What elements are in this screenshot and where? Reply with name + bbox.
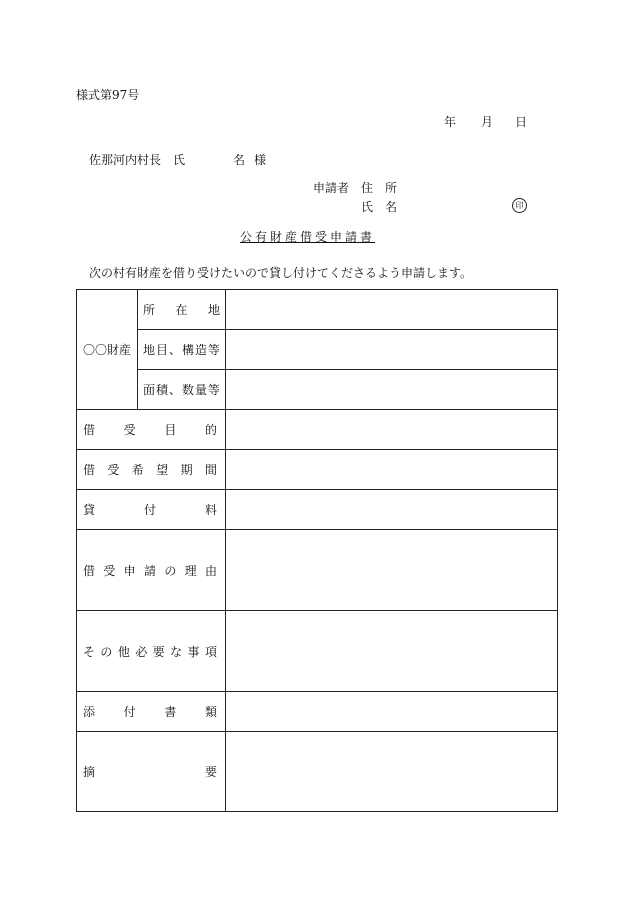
table-row bbox=[77, 290, 558, 330]
date-year-label: 年 bbox=[444, 115, 457, 129]
application-table bbox=[76, 289, 558, 812]
applicant-name-label: 氏 名 bbox=[361, 200, 398, 214]
value-remarks[interactable] bbox=[226, 732, 558, 812]
table-row bbox=[77, 530, 558, 611]
label-char: 受 bbox=[103, 563, 116, 578]
row-label-structure bbox=[138, 330, 226, 370]
label-char: 事 bbox=[187, 644, 200, 659]
label-char: 借 bbox=[83, 563, 96, 578]
label-char: 要 bbox=[204, 765, 217, 779]
label-char: 地 bbox=[143, 343, 156, 357]
label-char: 目 bbox=[164, 423, 177, 437]
label-char: 要 bbox=[152, 644, 165, 659]
label-char: な bbox=[170, 644, 183, 659]
label-char: 受 bbox=[107, 463, 120, 477]
label-char: 書 bbox=[164, 705, 177, 719]
document-title: 公有財産借受申請書 bbox=[240, 230, 376, 244]
table-row bbox=[77, 370, 558, 410]
applicant-address-label: 住 所 bbox=[361, 181, 398, 195]
seal-mark bbox=[512, 197, 527, 213]
row-label-attachments bbox=[77, 692, 226, 732]
label-char: の bbox=[164, 563, 177, 578]
group-label: 〇〇財産 bbox=[77, 290, 138, 410]
addressee-title: 佐那河内村長 bbox=[89, 153, 162, 167]
label-char: 積 bbox=[155, 383, 168, 397]
row-label-purpose bbox=[77, 410, 226, 450]
row-label-period bbox=[77, 450, 226, 490]
label-char: 間 bbox=[204, 463, 217, 477]
row-label-area bbox=[138, 370, 226, 410]
value-reason[interactable] bbox=[226, 530, 558, 611]
label-char: の bbox=[100, 644, 113, 659]
table-row bbox=[77, 410, 558, 450]
row-label-other bbox=[77, 611, 226, 692]
value-period[interactable] bbox=[226, 450, 558, 490]
table-row bbox=[77, 450, 558, 490]
value-other[interactable] bbox=[226, 611, 558, 692]
value-area[interactable] bbox=[226, 370, 558, 410]
label-char: 望 bbox=[156, 463, 169, 477]
label-char: 由 bbox=[204, 563, 217, 578]
label-char: 項 bbox=[204, 644, 217, 659]
label-char: 他 bbox=[117, 644, 130, 659]
seal-text: 印 bbox=[512, 198, 527, 213]
label-char: 理 bbox=[184, 563, 197, 578]
label-char: 借 bbox=[83, 463, 96, 477]
label-char: 付 bbox=[143, 503, 156, 517]
applicant-label: 申請者 bbox=[313, 181, 350, 195]
label-char: 在 bbox=[175, 303, 188, 317]
label-char: 等 bbox=[207, 343, 220, 357]
addressee-shi: 氏 bbox=[173, 153, 186, 167]
row-label-remarks bbox=[77, 732, 226, 812]
label-char: 等 bbox=[207, 383, 220, 397]
label-char: 構 bbox=[181, 343, 194, 357]
label-char: 的 bbox=[204, 423, 217, 437]
value-fee[interactable] bbox=[226, 490, 558, 530]
label-char: 請 bbox=[143, 563, 156, 578]
table-row bbox=[77, 692, 558, 732]
label-char: 、 bbox=[168, 343, 181, 357]
table-row bbox=[77, 330, 558, 370]
label-char: 借 bbox=[83, 423, 96, 437]
label-char: 、 bbox=[168, 383, 181, 397]
label-char: 受 bbox=[123, 423, 136, 437]
label-char: 数 bbox=[181, 383, 194, 397]
form-number: 様式第97号 bbox=[76, 88, 140, 102]
label-char: 造 bbox=[194, 343, 207, 357]
addressee-mei: 名 bbox=[233, 153, 246, 167]
label-char: 貸 bbox=[83, 503, 96, 517]
label-char: 期 bbox=[180, 463, 193, 477]
value-location[interactable] bbox=[226, 290, 558, 330]
label-char: 地 bbox=[207, 303, 220, 317]
label-char: 量 bbox=[194, 383, 207, 397]
label-char: 所 bbox=[143, 303, 156, 317]
label-char: 目 bbox=[155, 343, 168, 357]
value-attachments[interactable] bbox=[226, 692, 558, 732]
table-row bbox=[77, 732, 558, 812]
value-structure[interactable] bbox=[226, 330, 558, 370]
label-char: 料 bbox=[204, 503, 217, 517]
label-char: 類 bbox=[204, 705, 217, 719]
intro-text: 次の村有財産を借り受けたいので貸し付けてくださるよう申請します。 bbox=[89, 266, 473, 280]
table-row bbox=[77, 490, 558, 530]
label-char: 必 bbox=[135, 644, 148, 659]
label-char: 希 bbox=[131, 463, 144, 477]
label-char: 申 bbox=[123, 563, 136, 578]
row-label-fee bbox=[77, 490, 226, 530]
row-label-reason bbox=[77, 530, 226, 611]
label-char: 付 bbox=[123, 705, 136, 719]
date-day-label: 日 bbox=[515, 115, 528, 129]
label-char: そ bbox=[83, 644, 96, 659]
row-label-location bbox=[138, 290, 226, 330]
value-purpose[interactable] bbox=[226, 410, 558, 450]
addressee-sama: 様 bbox=[254, 153, 267, 167]
table-row bbox=[77, 611, 558, 692]
date-month-label: 月 bbox=[481, 115, 494, 129]
label-char: 摘 bbox=[83, 765, 96, 779]
label-char: 添 bbox=[83, 705, 96, 719]
label-char: 面 bbox=[143, 383, 156, 397]
